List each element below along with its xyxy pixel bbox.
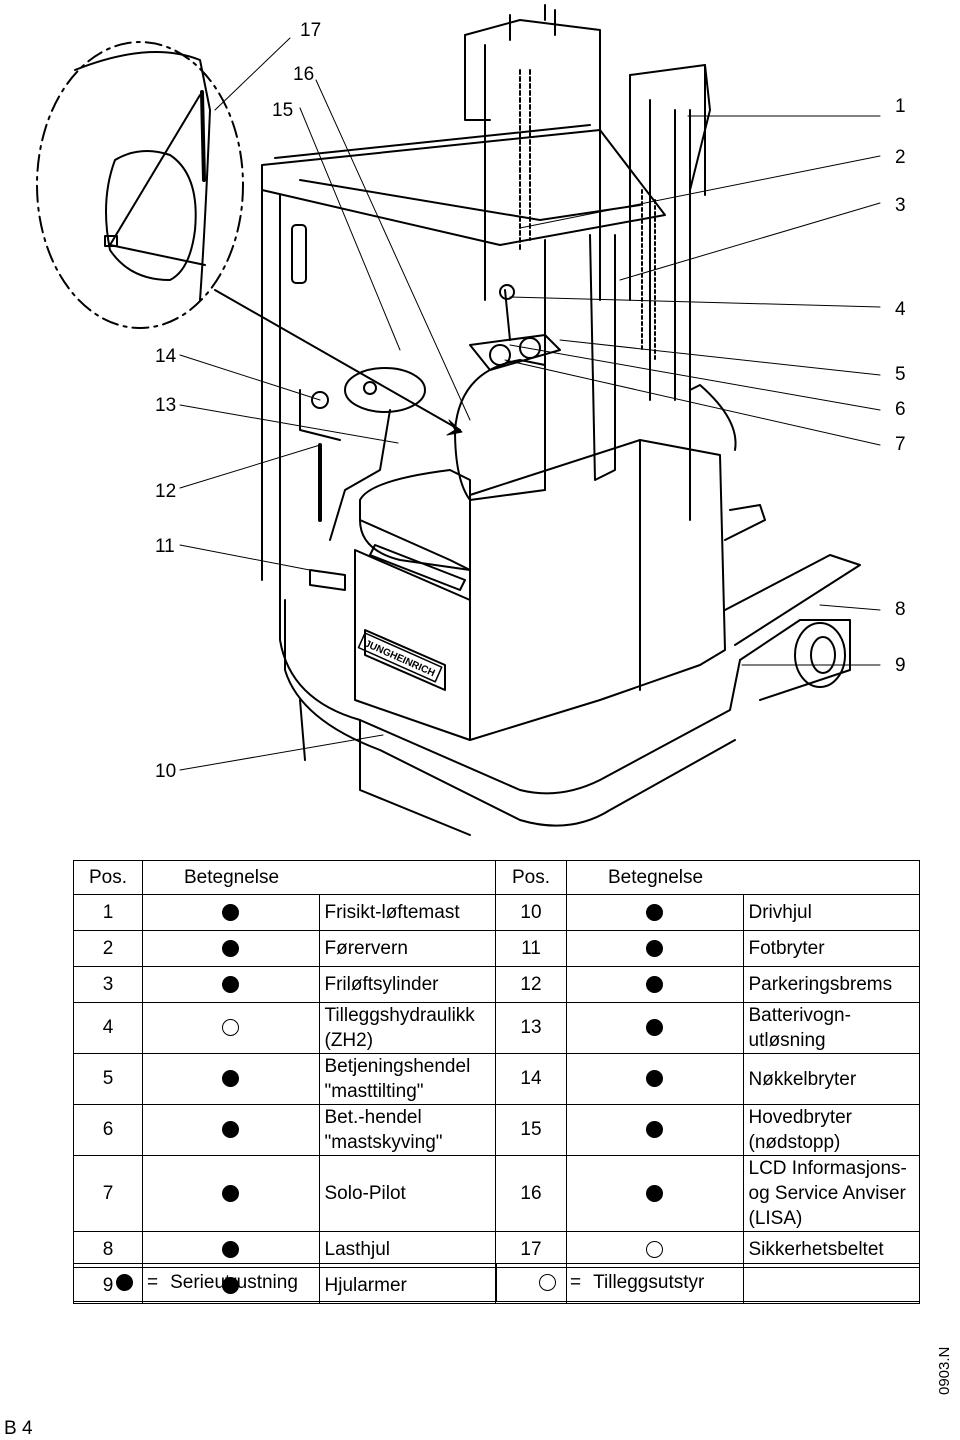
filled-circle-icon	[222, 1241, 239, 1258]
r-name-cell: Batterivogn-utløsning	[743, 1003, 920, 1054]
table-row	[74, 895, 920, 931]
table-row	[74, 967, 920, 1003]
r-name-cell: Nøkkelbryter	[743, 1054, 920, 1105]
l-pos-cell: 2	[74, 931, 143, 967]
callout-13: 13	[155, 395, 177, 416]
key-standard-eq: =	[147, 1271, 159, 1293]
r-pos-cell: 14	[496, 1054, 567, 1105]
l-name-cell: Lasthjul	[319, 1232, 496, 1268]
r-pos-cell: 13	[496, 1003, 567, 1054]
document-code: 0903.N	[936, 1346, 953, 1395]
r-name-cell: Hovedbryter (nødstopp)	[743, 1105, 920, 1156]
l-pos-cell: 3	[74, 967, 143, 1003]
filled-circle-icon	[222, 904, 239, 921]
l-name-cell: Førervern	[319, 931, 496, 967]
l-pos-cell: 1	[74, 895, 143, 931]
r-equipment-marker	[567, 1156, 744, 1232]
l-equipment-marker	[143, 967, 320, 1003]
l-equipment-marker	[143, 1105, 320, 1156]
callout-12: 12	[155, 481, 177, 502]
symbol-key	[73, 1263, 920, 1302]
open-circle-icon	[646, 1241, 663, 1258]
filled-circle-icon	[646, 1121, 663, 1138]
l-pos-cell: 8	[74, 1232, 143, 1268]
r-pos-cell: 10	[496, 895, 567, 931]
r-name-cell: Fotbryter	[743, 931, 920, 967]
r-name-cell: Sikkerhetsbeltet	[743, 1232, 920, 1268]
header-name-left: Betegnelse	[143, 861, 496, 895]
open-circle-icon	[222, 1019, 239, 1036]
r-pos-cell: 12	[496, 967, 567, 1003]
l-equipment-marker	[143, 1156, 320, 1232]
operator-seat	[360, 360, 545, 590]
r-name-cell: Drivhjul	[743, 895, 920, 931]
l-name-cell: Tilleggshydraulikk (ZH2)	[319, 1003, 496, 1054]
callout-15: 15	[272, 100, 294, 121]
r-equipment-marker	[567, 1054, 744, 1105]
key-standard-label: Serieutrustning	[170, 1271, 298, 1293]
callout-6: 6	[895, 399, 906, 420]
filled-circle-icon	[222, 1185, 239, 1202]
filled-circle-icon	[646, 976, 663, 993]
page-reference: B 4	[4, 1418, 33, 1439]
r-equipment-marker	[567, 1003, 744, 1054]
l-equipment-marker	[143, 1003, 320, 1054]
l-name-cell: Frisikt-løftemast	[319, 895, 496, 931]
callout-10: 10	[155, 761, 177, 782]
header-pos-left: Pos.	[74, 861, 143, 895]
l-pos-cell: 7	[74, 1156, 143, 1232]
callout-1: 1	[895, 96, 906, 117]
callout-7: 7	[895, 434, 906, 455]
l-name-cell: Hjularmer	[319, 1268, 496, 1304]
key-standard	[74, 1264, 497, 1302]
l-name-cell: Betjeningshendel "masttilting"	[319, 1054, 496, 1105]
l-pos-cell: 9	[74, 1268, 143, 1304]
l-equipment-marker	[143, 1054, 320, 1105]
table-row	[74, 1054, 920, 1105]
r-pos-cell: 16	[496, 1156, 567, 1232]
filled-circle-icon	[646, 904, 663, 921]
seat-belt-detail-inset	[37, 42, 243, 328]
l-equipment-marker	[143, 895, 320, 931]
l-equipment-marker	[143, 931, 320, 967]
r-equipment-marker	[567, 931, 744, 967]
callout-3: 3	[895, 195, 906, 216]
callout-17: 17	[300, 20, 322, 41]
callout-16: 16	[293, 64, 315, 85]
table-row	[74, 1156, 920, 1232]
r-equipment-marker	[567, 967, 744, 1003]
filled-circle-icon	[646, 940, 663, 957]
mast	[465, 5, 710, 520]
key-optional-eq: =	[570, 1271, 582, 1293]
filled-circle-icon	[116, 1274, 133, 1291]
r-pos-cell: 11	[496, 931, 567, 967]
chassis	[280, 420, 740, 835]
r-equipment-marker	[567, 895, 744, 931]
callout-11: 11	[155, 536, 175, 557]
l-pos-cell: 4	[74, 1003, 143, 1054]
key-optional-label: Tilleggsutstyr	[593, 1271, 705, 1293]
l-pos-cell: 6	[74, 1105, 143, 1156]
filled-circle-icon	[222, 1121, 239, 1138]
callout-5: 5	[895, 364, 906, 385]
l-pos-cell: 5	[74, 1054, 143, 1105]
filled-circle-icon	[222, 1070, 239, 1087]
r-name-cell: Parkeringsbrems	[743, 967, 920, 1003]
r-equipment-marker	[567, 1105, 744, 1156]
header-pos-right: Pos.	[496, 861, 567, 895]
r-pos-cell: 15	[496, 1105, 567, 1156]
component-legend-table	[73, 860, 920, 1304]
callout-8: 8	[895, 599, 906, 620]
open-circle-icon	[539, 1274, 556, 1291]
l-name-cell: Friløftsylinder	[319, 967, 496, 1003]
callout-9: 9	[895, 655, 906, 676]
filled-circle-icon	[646, 1070, 663, 1087]
table-row	[74, 1003, 920, 1054]
brand-logo-text: JUNGHEINRICH	[362, 638, 437, 680]
l-name-cell: Bet.-hendel "mastskyving"	[319, 1105, 496, 1156]
filled-circle-icon	[646, 1185, 663, 1202]
l-name-cell: Solo-Pilot	[319, 1156, 496, 1232]
callout-4: 4	[895, 299, 906, 320]
filled-circle-icon	[222, 976, 239, 993]
callout-14: 14	[155, 346, 177, 367]
header-name-right: Betegnelse	[567, 861, 920, 895]
r-name-cell: LCD Informasjons- og Service Anviser (LISA)	[743, 1156, 920, 1232]
forks	[690, 385, 860, 700]
key-optional	[497, 1264, 920, 1302]
detail-pointer-arrow	[215, 290, 460, 430]
filled-circle-icon	[646, 1019, 663, 1036]
callout-2: 2	[895, 147, 906, 168]
table-row	[74, 931, 920, 967]
table-header-row	[74, 861, 920, 895]
r-pos-cell: 17	[496, 1232, 567, 1268]
table-row	[74, 1105, 920, 1156]
filled-circle-icon	[222, 940, 239, 957]
